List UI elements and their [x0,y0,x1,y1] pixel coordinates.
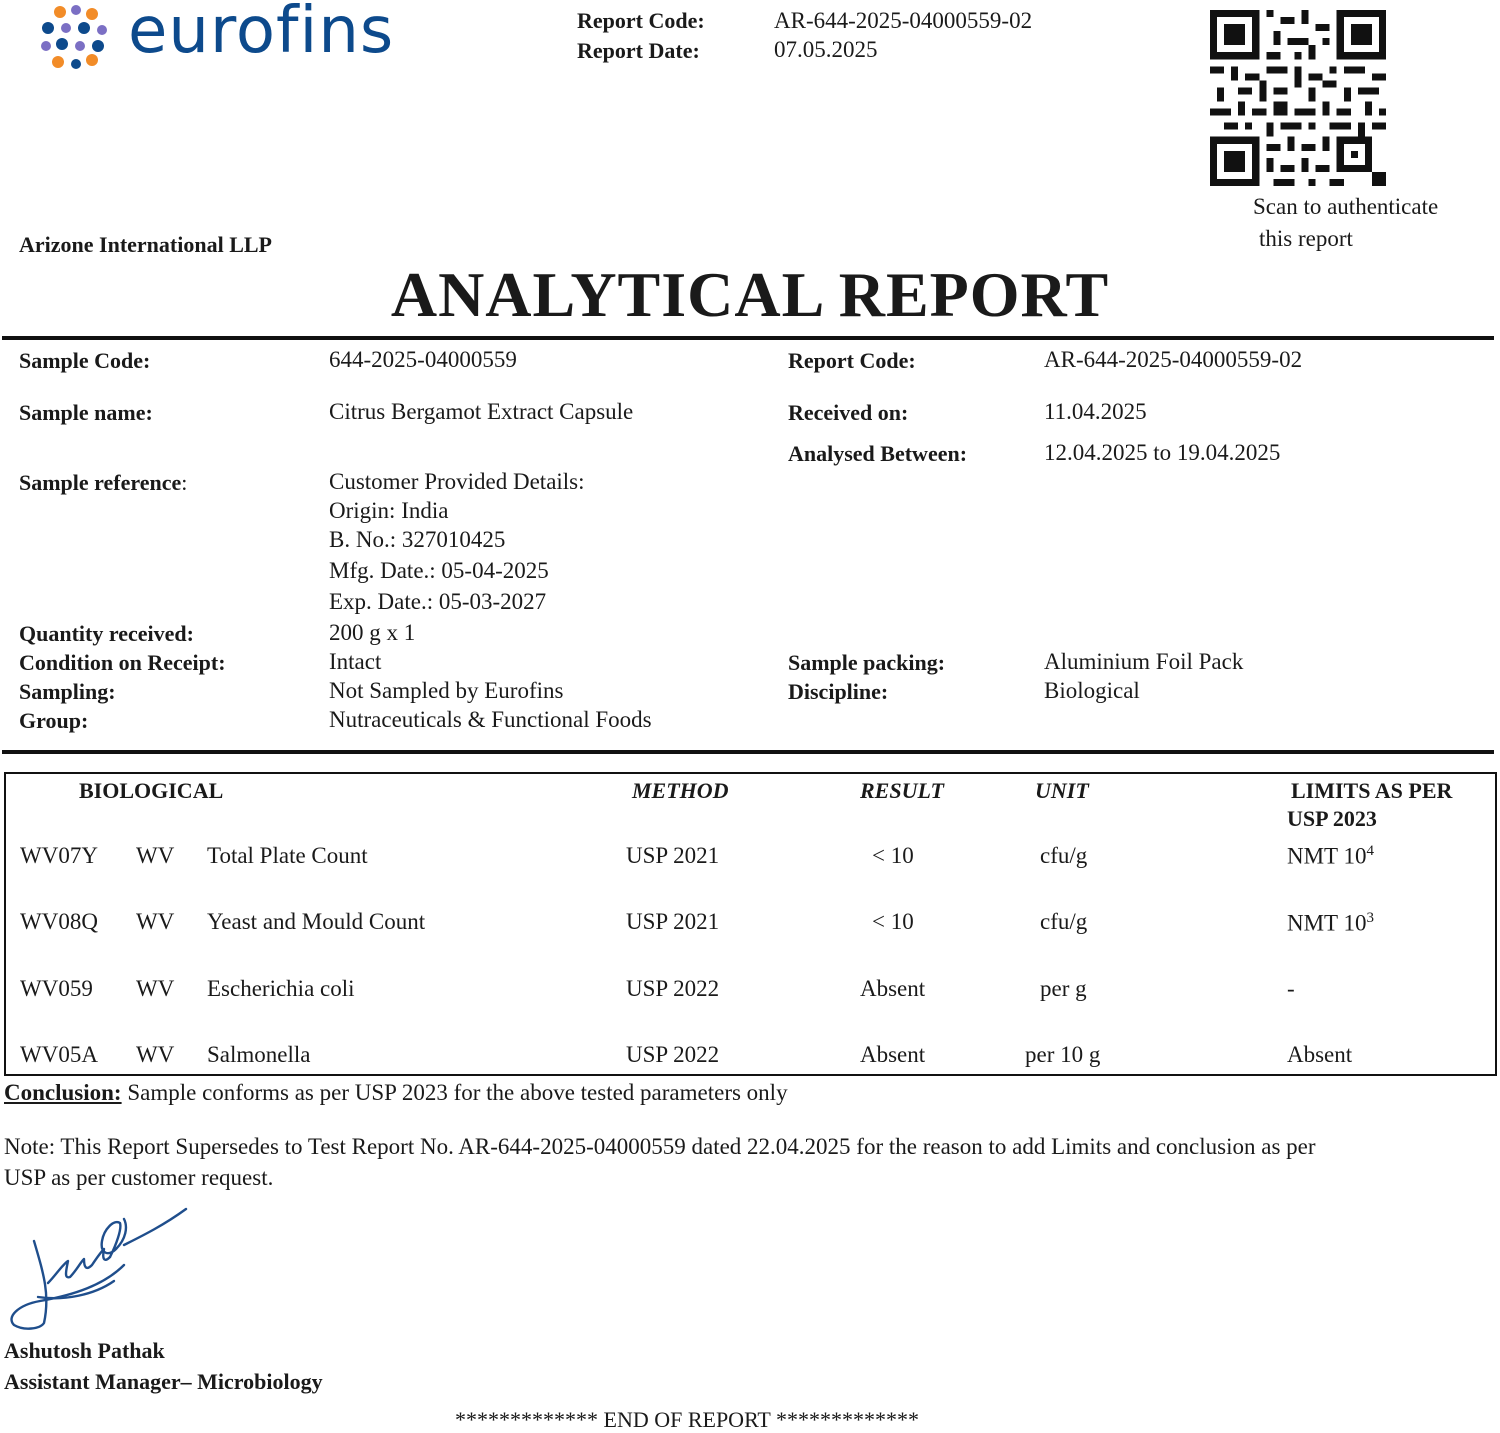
col-result-header: RESULT [860,778,944,803]
discipline-value: Biological [1044,678,1140,703]
end-of-report: ************* END OF REPORT ************* [455,1407,919,1432]
sample-name-label: Sample name: [19,400,153,425]
conclusion-label: Conclusion: [4,1080,122,1105]
row2-code: WV08Q [20,909,98,934]
qr-caption-line1: Scan to authenticate [1253,194,1439,219]
discipline-label: Discipline: [788,679,889,704]
qr-code-icon[interactable] [1210,10,1386,186]
received-on-value: 11.04.2025 [1044,399,1147,424]
reference-line: Origin: India [329,498,449,523]
eurofins-logo-mark-icon [36,0,116,80]
row3-test: Escherichia coli [207,976,355,1001]
sample-code-label: Sample Code: [19,348,151,373]
row1-test: Total Plate Count [207,843,368,868]
row3-result: Absent [860,976,926,1001]
row4-method: USP 2022 [626,1042,720,1067]
condition-label: Condition on Receipt: [19,650,226,675]
header-report-code-value: AR-644-2025-04000559-02 [774,8,1033,33]
reference-line: Mfg. Date.: 05-04-2025 [329,558,549,583]
row3-code: WV059 [20,976,93,1001]
analysed-between-label: Analysed Between: [788,441,968,466]
received-on-label: Received on: [788,400,909,425]
page-title: ANALYTICAL REPORT [390,259,1110,330]
group-value: Nutraceuticals & Functional Foods [329,707,652,732]
condition-value: Intact [329,649,382,674]
sample-reference-colon: : [181,470,188,495]
reference-line: Customer Provided Details: [329,469,585,494]
row2-test: Yeast and Mould Count [207,909,426,934]
signatory-name: Ashutosh Pathak [4,1338,165,1363]
report-code-value: AR-644-2025-04000559-02 [1044,347,1303,372]
results-section-title: BIOLOGICAL [79,778,224,803]
row3-lab: WV [136,976,175,1001]
row4-test: Salmonella [207,1042,311,1067]
conclusion [4,1080,788,1106]
signature-image [4,1205,194,1335]
row4-result: Absent [860,1042,926,1067]
row4-limit: Absent [1287,1042,1353,1067]
row3-method: USP 2022 [626,976,720,1001]
header-report-code-label: Report Code: [577,8,705,33]
row2-lab: WV [136,909,175,934]
packing-label: Sample packing: [788,650,946,675]
row3-limit: - [1287,976,1295,1001]
sample-code-value: 644-2025-04000559 [329,347,517,372]
reference-line: B. No.: 327010425 [329,527,506,552]
row2-result: < 10 [872,909,914,934]
quantity-value: 200 g x 1 [329,620,416,645]
signatory-title: Assistant Manager– Microbiology [4,1369,323,1394]
row2-unit: cfu/g [1040,909,1088,934]
client-name: Arizone International LLP [19,232,272,257]
report-code-label: Report Code: [788,348,916,373]
col-limits-header-line2: USP 2023 [1287,806,1377,831]
row2-method: USP 2021 [626,909,720,934]
sample-reference-label-group [19,470,187,496]
row2-limit-exponent: 3 [1366,910,1374,926]
row3-unit: per g [1040,976,1087,1001]
top-divider [2,336,1494,340]
sample-reference-label: Sample reference [19,470,182,495]
group-label: Group: [19,708,89,733]
row1-limit-base: NMT 10 [1287,843,1367,869]
row1-limit [1287,843,1374,870]
row1-method: USP 2021 [626,843,720,868]
col-method-header: METHOD [632,778,729,803]
note-line2: USP as per customer request. [4,1165,274,1190]
row2-limit [1287,910,1374,937]
reference-line: Exp. Date.: 05-03-2027 [329,589,547,614]
note-line1: Note: This Report Supersedes to Test Report No. AR-644-2025-04000559 dated 22.04.2025 for the reason to add Limits and conclusion as per [4,1134,1316,1159]
sampling-value: Not Sampled by Eurofins [329,678,564,703]
row4-lab: WV [136,1042,175,1067]
row1-limit-exponent: 4 [1366,843,1374,859]
row1-unit: cfu/g [1040,843,1088,868]
conclusion-text: Sample conforms as per USP 2023 for the above tested parameters only [121,1080,788,1105]
packing-value: Aluminium Foil Pack [1044,649,1244,674]
details-divider [2,750,1494,754]
sampling-label: Sampling: [19,679,116,704]
col-limits-header-line1: LIMITS AS PER [1291,778,1453,803]
row4-code: WV05A [20,1042,98,1067]
row1-lab: WV [136,843,175,868]
row1-code: WV07Y [20,843,98,868]
eurofins-logo [36,0,416,80]
sample-name-value: Citrus Bergamot Extract Capsule [329,399,634,424]
row4-unit: per 10 g [1025,1042,1101,1067]
row1-result: < 10 [872,843,914,868]
analysed-between-value: 12.04.2025 to 19.04.2025 [1044,440,1281,465]
col-unit-header: UNIT [1035,778,1089,803]
header-report-date-value: 07.05.2025 [774,37,878,62]
row2-limit-base: NMT 10 [1287,910,1367,936]
quantity-label: Quantity received: [19,621,194,646]
logo-wordmark: eurofins [128,0,395,68]
header-report-date-label: Report Date: [577,38,700,63]
qr-caption-line2: this report [1259,226,1353,251]
